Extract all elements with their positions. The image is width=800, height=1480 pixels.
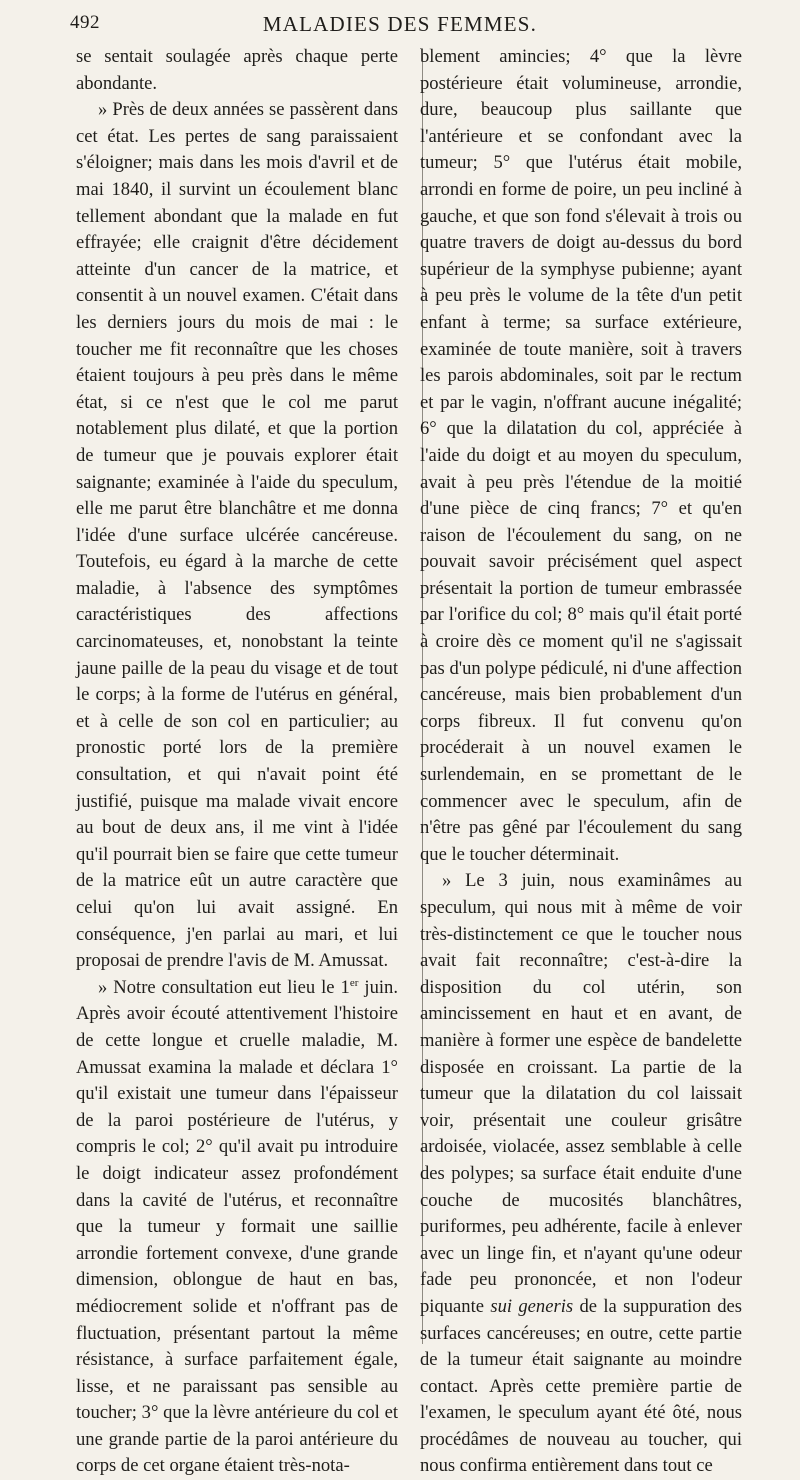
paragraph: se sentait soulagée après chaque perte abondante. [76, 46, 398, 94]
paragraph [76, 975, 398, 1480]
right-column [420, 44, 742, 1480]
paragraph-text: de la suppuration des surfaces cancéreuses; en outre, cette partie de la tumeur était saignante au moindre contact. Après cette première partie de l'examen, le speculum ayant été ôté, nous procédâmes de nouveau au toucher, qui nous confirma entièrement dans tout ce [420, 1295, 742, 1477]
paragraph-text: » Le 3 juin, nous examinâmes au speculum, qui nous mit à même de voir très-distinctement ce que le toucher nous avait fait reconnaître; c'est-à-dire la disposition du col utérin, son amincissement en haut et en avant, de manière à former une espèce de bandelette disposée en croissant. La partie de la tumeur que la dilatation du col laissait voir, présentait une couleur grisâtre ardoisée, violacée, assez semblable à celle des polypes; sa surface était enduite d'une couche de mucosités blanchâtres, puriformes, peu adhérente, facile à enlever avec un linge fin, et n'ayant qu'une odeur fade peu prononcée, et non l'odeur piquante [420, 870, 742, 1317]
running-title: MALADIES DES FEMMES. [262, 12, 538, 36]
text-columns [76, 44, 742, 1480]
left-column [76, 44, 398, 1480]
paragraph-text: juin. Après avoir écouté attentivement l'histoire de cette longue et cruelle maladie, M. Amussat examina la malade et déclara 1° qu'il existait une tumeur dans l'épaisseur de la paroi postérieure de l'utérus, y compris le col; 2° qu'il avait pu introduire le doigt indicateur assez profondément dans la cavité de l'utérus, et reconnaître que la tumeur y formait une saillie arrondie fortement convexe, d'une grande dimension, oblongue de haut en bas, médiocrement solide et n'offrant pas de fluctuation, présentant partout la même résistance, à surface parfaitement égale, lisse, et ne paraissant pas sensible au toucher; 3° que la lèvre antérieure du col et une grande partie de la paroi antérieure du corps de cet organe étaient très-nota- [76, 976, 398, 1477]
paragraph [420, 868, 742, 1480]
italic-phrase: sui generis [490, 1295, 574, 1317]
page-number: 492 [70, 12, 100, 33]
paragraph: blement amincies; 4° que la lèvre postérieure était volumineuse, arrondie, dure, beaucoup plus saillante que l'antérieure et se confondant avec la tumeur; 5° que l'utérus était mobile, arrondi en forme de poire, un peu incliné à gauche, et que son fond s'élevait à trois ou quatre travers de doigt au-dessus du bord supérieur de la symphyse pubienne; ayant à peu près le volume de la tête d'un petit enfant à terme; sa surface extérieure, examinée de toute manière, soit à travers les parois abdominales, soit par le rectum et par le vagin, n'offrant aucune inégalité; 6° que la dilatation du col, appréciée à l'aide du doigt et au moyen du speculum, avait à peu près l'étendue de la moitié d'une pièce de cinq francs; 7° et qu'en raison de l'écoulement du sang, on ne pouvait savoir précisément quel aspect présentait la portion de tumeur embrassée par l'orifice du col; 8° mais qu'il était porté à croire dès ce moment qu'il ne s'agissait pas d'un polype pédiculé, ni d'une affection cancéreuse, mais bien probablement d'un corps fibreux. Il fut convenu qu'on procéderait à un nouvel examen le surlendemain, en se promettant de le commencer avec le speculum, afin de n'être pas gêné par l'écoulement du sang que le toucher déterminait. [420, 46, 742, 865]
paragraph: » Près de deux années se passèrent dans cet état. Les pertes de sang paraissaient s'éloigner; mais dans les mois d'avril et de mai 1840, il survint un écoulement blanc tellement abondant que la malade en fut effrayée; elle craignit d'être décidement atteinte d'un cancer de la matrice, et consentit à un nouvel examen. C'était dans les derniers jours du mois de mai : le toucher me fit reconnaître que les choses étaient toujours à peu près dans le même état, si ce n'est que le col me parut notablement plus dilaté, et que la portion de tumeur que je pouvais explorer était saignante; examinée à l'aide du speculum, elle me parut être blanchâtre et me donna l'idée d'une surface ulcérée cancéreuse. Toutefois, eu égard à la marche de cette maladie, à l'absence des symptômes caractéristiques des affections carcinomateuses, et, nonobstant la teinte jaune paille de la peau du visage et de tout le corps; à la forme de l'utérus en général, et à celle de son col en particulier; au pronostic porté lors de la première consultation, et qui n'avait point été justifié, puisque ma malade vivait encore au bout de deux ans, il me vint à l'idée qu'il pourrait bien se faire que cette tumeur de la matrice eût un autre caractère que celui qu'on lui avait assigné. En conséquence, j'en parlai au mari, et lui proposai de prendre l'avis de M. Amussat. [76, 99, 398, 972]
paragraph-text: » Notre consultation eut lieu le 1 [98, 976, 350, 998]
ordinal-superscript: er [349, 976, 359, 989]
